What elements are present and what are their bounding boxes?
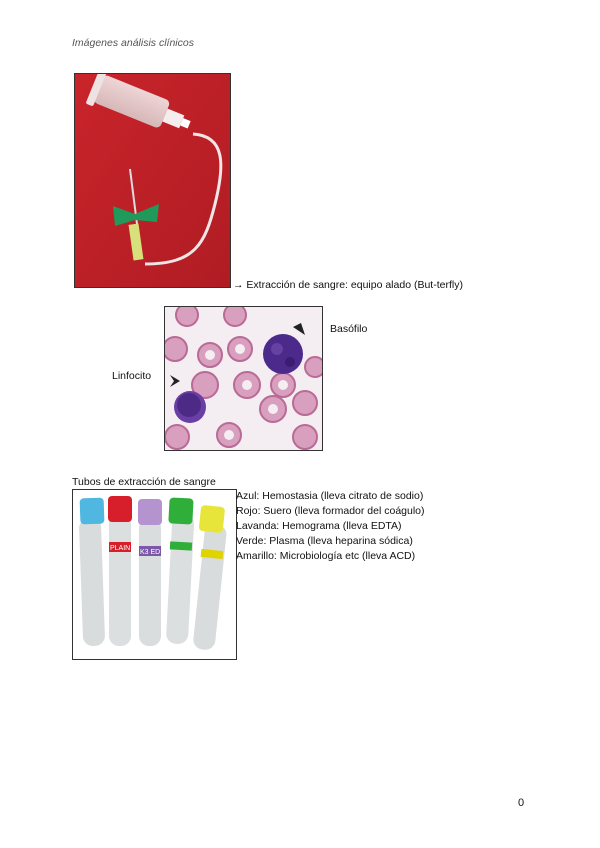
plain-tube-label: PLAIN <box>110 545 131 552</box>
tube-legend-blue: Azul: Hemostasia (lleva citrato de sodio) <box>236 490 424 502</box>
tube-legend-yellow: Amarillo: Microbiología etc (lleva ACD) <box>236 550 416 562</box>
tube-legend-lavender: Lavanda: Hemograma (lleva EDTA) <box>236 520 402 532</box>
tubes-heading: Tubos de extracción de sangre <box>72 476 216 488</box>
page-header: Imágenes análisis clínicos <box>72 37 194 49</box>
edta-tube-label: K3 ED <box>140 549 161 556</box>
tubes-legend <box>236 489 425 564</box>
butterfly-photo <box>74 73 231 288</box>
butterfly-illustration <box>75 74 230 287</box>
lymphocyte-label: Linfocito <box>112 370 152 382</box>
blood-smear-illustration <box>165 307 322 450</box>
blood-smear-photo <box>164 306 323 451</box>
tubes-illustration <box>73 490 236 659</box>
tube-legend-red: Rojo: Suero (lleva formador del coágulo) <box>236 505 425 517</box>
page-number: 0 <box>518 797 525 809</box>
tubes-photo <box>72 489 237 660</box>
tube-legend-green: Verde: Plasma (lleva heparina sódica) <box>236 535 413 547</box>
butterfly-caption: → Extracción de sangre: equipo alado (But-terfly) <box>233 279 463 291</box>
basophil-label: Basófilo <box>330 323 368 335</box>
